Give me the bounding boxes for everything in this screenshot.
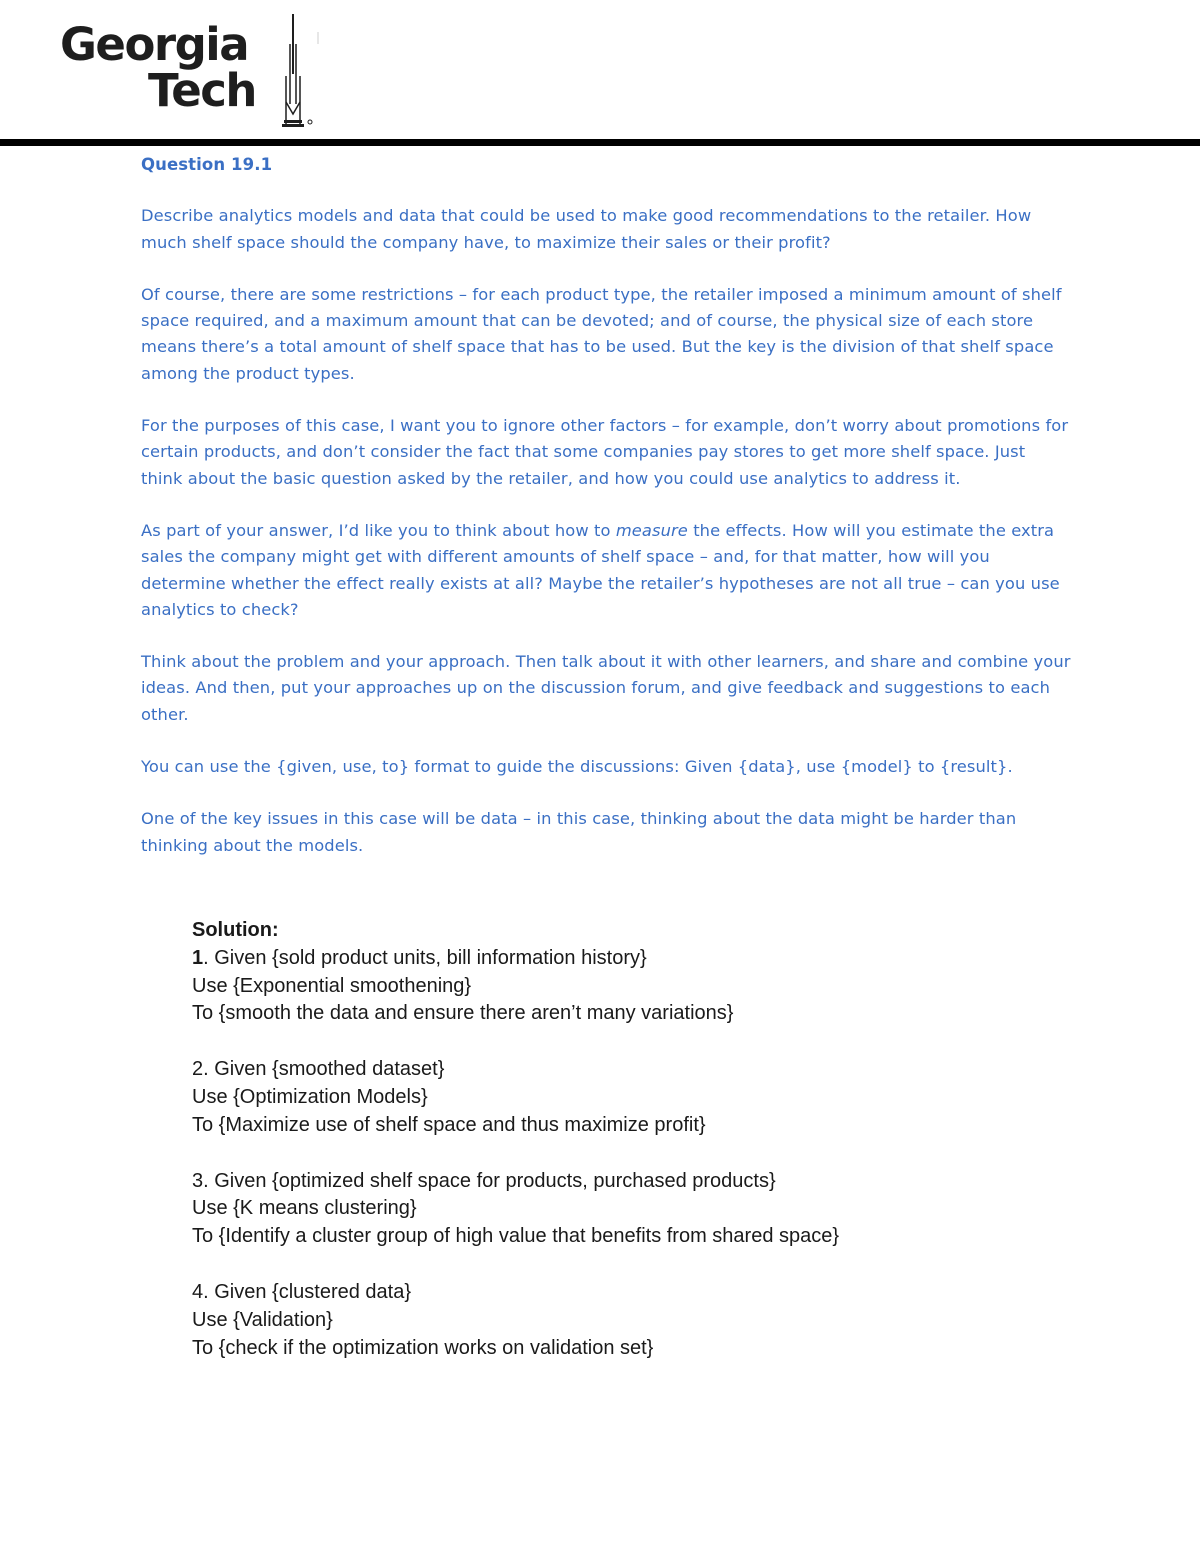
solution-step-3 bbox=[192, 1168, 1072, 1251]
step-use: Use {K means clustering} bbox=[192, 1197, 417, 1220]
p4-text-before: As part of your answer, I’d like you to think about how to bbox=[141, 520, 616, 540]
question-title: Question 19.1 bbox=[141, 155, 273, 174]
step-given bbox=[192, 1056, 1072, 1084]
step-given-text: . Given {sold product units, bill information history} bbox=[203, 946, 647, 969]
question-paragraph-3: For the purposes of this case, I want you to ignore other factors – for example, don’t worry about promotions for certain products, and don’t consider the fact that some companies pay stores to get more shelf space. Just think about the basic question asked by the retailer, and how you could use analytics to address it. bbox=[141, 416, 1069, 488]
step-number: 2 bbox=[192, 1058, 204, 1081]
page-header bbox=[0, 0, 1200, 150]
step-use: Use {Exponential smoothening} bbox=[192, 974, 472, 997]
step-use: Use {Validation} bbox=[192, 1308, 333, 1331]
step-number: 1 bbox=[192, 946, 204, 969]
step-number: 4 bbox=[192, 1280, 204, 1303]
step-to: To {smooth the data and ensure there aren’t many variations} bbox=[192, 1002, 734, 1025]
logo-word-tech: Tech bbox=[148, 64, 256, 117]
step-to: To {Identify a cluster group of high value that benefits from shared space} bbox=[192, 1225, 840, 1248]
step-given bbox=[192, 1279, 1072, 1307]
p4-text-after: the effects. How will you estimate the extra sales the company might get with different amounts of shelf space – and, for that matter, how will you determine whether the effect really exists at all? Maybe the retailer’s hypotheses are not all true – can you use analytics to check? bbox=[141, 520, 1060, 619]
solution-step-4 bbox=[192, 1279, 1072, 1362]
step-given bbox=[192, 945, 1072, 973]
question-paragraph-2: Of course, there are some restrictions – for each product type, the retailer imposed a minimum amount of shelf space required, and a maximum amount that can be devoted; and of course, the physical size of each store means there’s a total amount of shelf space that has to be used. But the key is the division of that shelf space among the product types. bbox=[141, 284, 1062, 383]
step-number: 3 bbox=[192, 1169, 204, 1192]
question-section bbox=[141, 152, 1071, 885]
solution-title: Solution: bbox=[192, 919, 279, 941]
step-given-text: . Given {smoothed dataset} bbox=[203, 1058, 445, 1081]
question-paragraph-1: Describe analytics models and data that could be used to make good recommendations to the retailer. How much shelf space should the company have, to maximize their sales or their profit? bbox=[141, 206, 1032, 252]
solution-step-2 bbox=[192, 1056, 1072, 1139]
header-divider bbox=[0, 139, 1200, 146]
tech-tower-icon bbox=[276, 14, 322, 128]
step-given-text: . Given {clustered data} bbox=[203, 1280, 412, 1303]
p4-emphasis: measure bbox=[615, 520, 688, 540]
step-use: Use {Optimization Models} bbox=[192, 1085, 428, 1108]
question-paragraph-4 bbox=[141, 518, 1071, 623]
step-to: To {check if the optimization works on validation set} bbox=[192, 1336, 654, 1359]
question-paragraph-5: Think about the problem and your approach. Then talk about it with other learners, and share and combine your ideas. And then, put your approaches up on the discussion forum, and give feedback and suggestions to each other. bbox=[141, 652, 1071, 724]
logo-word-georgia: Georgia bbox=[60, 18, 249, 71]
step-to: To {Maximize use of shelf space and thus maximize profit} bbox=[192, 1113, 706, 1136]
question-paragraph-6: You can use the {given, use, to} format to guide the discussions: Given {data}, use {model} to {result}. bbox=[141, 757, 1013, 777]
solution-step-1 bbox=[192, 945, 1072, 1028]
question-paragraph-7: One of the key issues in this case will be data – in this case, thinking about the data might be harder than thinking about the models. bbox=[141, 809, 1017, 855]
step-given bbox=[192, 1168, 1072, 1196]
georgia-tech-logo bbox=[60, 18, 256, 117]
solution-section bbox=[192, 917, 1072, 1390]
step-given-text: . Given {optimized shelf space for products, purchased products} bbox=[203, 1169, 776, 1192]
